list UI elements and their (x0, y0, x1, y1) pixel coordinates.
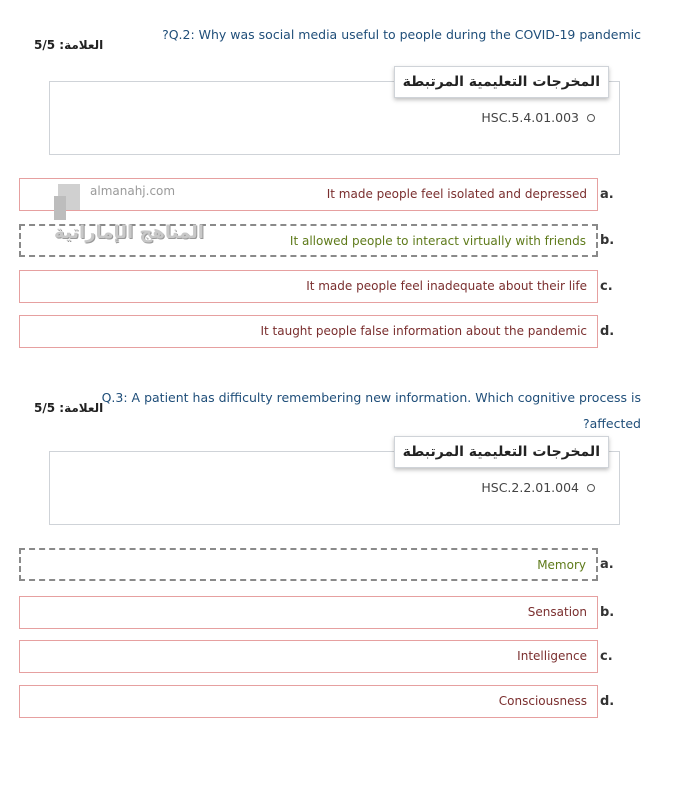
q2-option-d[interactable] (19, 315, 598, 348)
q3-option-d-letter: d. (600, 694, 615, 709)
q2-option-c-letter: c. (600, 279, 613, 294)
q3-outcomes-box (49, 444, 620, 525)
option-label: Consciousness (498, 694, 587, 708)
q3-option-a-letter: a. (600, 557, 614, 572)
q2-outcomes-box (49, 74, 620, 155)
q2-option-d-letter: d. (600, 324, 615, 339)
q3-outcome-code: HSC.2.2.01.004 (481, 480, 579, 495)
q2-question-text: ?Q.2: Why was social media useful to people during the COVID-19 pandemic (162, 27, 641, 42)
q2-outcome-code: HSC.5.4.01.003 (481, 110, 579, 125)
q3-option-d[interactable] (19, 685, 598, 718)
q3-outcome-item (481, 480, 595, 495)
option-label: It taught people false information about the pandemic (260, 324, 587, 338)
watermark-arabic: المناهج الإماراتية (54, 222, 204, 243)
option-label: Intelligence (517, 649, 587, 663)
q3-option-c[interactable] (19, 640, 598, 673)
q3-question-text-line2: ?affected (583, 416, 641, 431)
q2-outcomes-title: المخرجات التعليمية المرتبطة (394, 66, 609, 98)
circle-bullet-icon (587, 484, 595, 492)
q2-option-c[interactable] (19, 270, 598, 303)
option-label: It made people feel inadequate about their life (306, 279, 587, 293)
q2-option-b-letter: b. (600, 233, 615, 248)
watermark-site: almanahj.com (90, 184, 176, 198)
q3-option-a[interactable] (19, 548, 598, 581)
q3-grade: العلامة: 5/5 (34, 401, 104, 415)
q3-option-c-letter: c. (600, 649, 613, 664)
q3-outcomes-title: المخرجات التعليمية المرتبطة (394, 436, 609, 468)
q2-outcome-item (481, 110, 595, 125)
q3-option-b-letter: b. (600, 605, 615, 620)
q3-option-b[interactable] (19, 596, 598, 629)
q2-option-a-letter: a. (600, 187, 614, 202)
circle-bullet-icon (587, 114, 595, 122)
q2-option-b[interactable] (19, 224, 598, 257)
option-label: Sensation (527, 605, 587, 619)
option-label: It allowed people to interact virtually with friends (289, 234, 586, 248)
q2-option-a[interactable] (19, 178, 598, 211)
q3-question-text-line1: Q.3: A patient has difficulty remembering new information. Which cognitive process is (101, 390, 641, 405)
option-label: Memory (537, 558, 586, 572)
option-label: It made people feel isolated and depressed (326, 187, 587, 201)
q2-grade: العلامة: 5/5 (34, 38, 104, 52)
